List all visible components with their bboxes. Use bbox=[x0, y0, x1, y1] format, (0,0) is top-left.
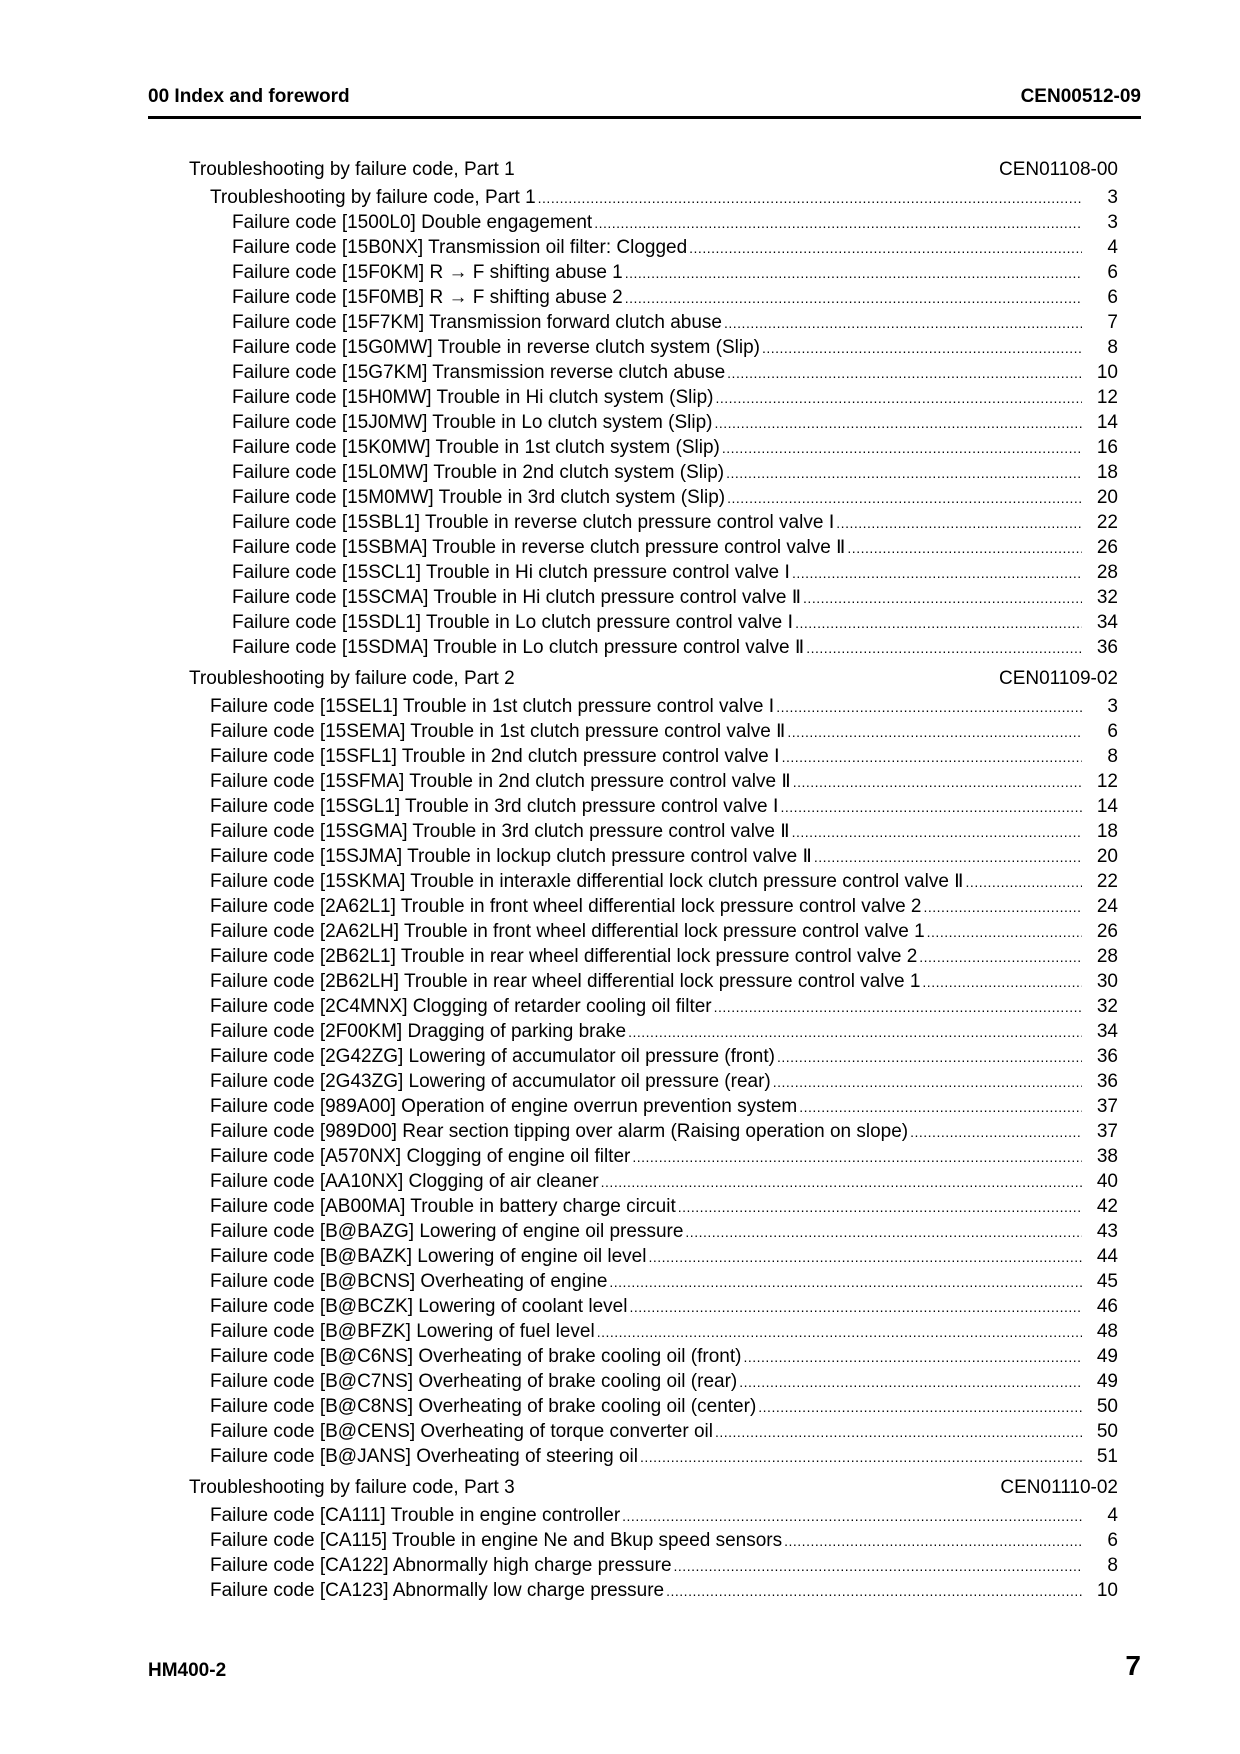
toc-entry-page: 14 bbox=[1096, 796, 1118, 817]
toc-entry-title: Failure code [CA115] Trouble in engine Ne and Bkup speed sensors bbox=[210, 1530, 783, 1551]
toc-entry[interactable] bbox=[148, 360, 1141, 385]
dot-leader bbox=[632, 1144, 1082, 1170]
toc-entry-title: Failure code [B@BCZK] Lowering of coolant level bbox=[210, 1296, 628, 1317]
toc-entry-title: Failure code [989D00] Rear section tipping over alarm (Raising operation on slope) bbox=[210, 1121, 909, 1142]
toc-entry-page: 30 bbox=[1096, 971, 1118, 992]
toc-entry-title: Failure code [B@JANS] Overheating of steering oil bbox=[210, 1446, 638, 1467]
toc-entry-page: 49 bbox=[1096, 1346, 1118, 1367]
toc-entry-title: Failure code [2C4MNX] Clogging of retarder cooling oil filter bbox=[210, 996, 712, 1017]
toc-entry-title: Failure code [15SDMA] Trouble in Lo clutch pressure control valve Ⅱ bbox=[232, 637, 805, 658]
toc-entry-title: Failure code [2B62L1] Trouble in rear wheel differential lock pressure control valve 2 bbox=[210, 946, 918, 967]
toc-entry-title: Failure code [2F00KM] Dragging of parking brake bbox=[210, 1021, 627, 1042]
toc-entry[interactable] bbox=[148, 944, 1141, 969]
toc-entry[interactable] bbox=[148, 1419, 1141, 1444]
dot-leader bbox=[792, 819, 1082, 845]
toc-entry-title: Failure code [15SFL1] Trouble in 2nd clutch pressure control valve Ⅰ bbox=[210, 746, 780, 767]
toc-entry[interactable] bbox=[148, 819, 1141, 844]
toc-entry-page: 46 bbox=[1096, 1296, 1118, 1317]
toc-entry-title: Failure code [15G7KM] Transmission reverse clutch abuse bbox=[232, 362, 726, 383]
dot-leader bbox=[776, 694, 1082, 720]
toc-entry-page: 22 bbox=[1096, 871, 1118, 892]
toc-entry-title: Failure code [15SCMA] Trouble in Hi clutch pressure control valve Ⅱ bbox=[232, 587, 802, 608]
toc-entry[interactable] bbox=[148, 1344, 1141, 1369]
toc-entry[interactable] bbox=[148, 635, 1141, 660]
dot-leader bbox=[685, 1219, 1082, 1245]
dot-leader bbox=[629, 1294, 1082, 1320]
dot-leader bbox=[777, 1044, 1082, 1070]
toc-entry-title: Failure code [15F0MB] R → F shifting abuse 2 bbox=[232, 287, 623, 308]
toc-entry[interactable] bbox=[148, 1503, 1141, 1528]
toc-entry-page: 42 bbox=[1096, 1196, 1118, 1217]
toc-entry[interactable] bbox=[148, 435, 1141, 460]
footer-page-number: 7 bbox=[1125, 1650, 1141, 1681]
toc-entry[interactable] bbox=[148, 844, 1141, 869]
toc-entry[interactable] bbox=[148, 560, 1141, 585]
section-document-code: CEN01108-00 bbox=[998, 159, 1118, 180]
toc-section-heading[interactable] bbox=[148, 1473, 1141, 1503]
toc-entry-page: 3 bbox=[1107, 187, 1118, 208]
dot-leader bbox=[666, 1578, 1082, 1604]
toc-entry[interactable] bbox=[148, 1044, 1141, 1069]
toc-entry[interactable] bbox=[148, 1219, 1141, 1244]
toc-entry-page: 36 bbox=[1096, 1046, 1118, 1067]
toc-entry-page: 26 bbox=[1096, 921, 1118, 942]
dot-leader bbox=[793, 769, 1082, 795]
dot-leader bbox=[727, 485, 1082, 511]
toc-entry-page: 45 bbox=[1096, 1271, 1118, 1292]
toc-entry-title: Failure code [AB00MA] Trouble in battery charge circuit bbox=[210, 1196, 676, 1217]
toc-entry[interactable] bbox=[148, 1319, 1141, 1344]
toc-entry[interactable] bbox=[148, 1528, 1141, 1553]
toc-entry-title: Failure code [15SGL1] Trouble in 3rd clutch pressure control valve Ⅰ bbox=[210, 796, 779, 817]
toc-entry[interactable] bbox=[148, 1553, 1141, 1578]
toc-entry[interactable] bbox=[148, 1094, 1141, 1119]
toc-entry-page: 24 bbox=[1096, 896, 1118, 917]
section-title: Troubleshooting by failure code, Part 1 bbox=[189, 159, 515, 180]
toc-entry-page: 28 bbox=[1096, 562, 1118, 583]
toc-entry-title: Failure code [B@BAZG] Lowering of engine oil pressure bbox=[210, 1221, 684, 1242]
dot-leader bbox=[784, 1528, 1082, 1554]
dot-leader bbox=[689, 235, 1082, 261]
toc-entry[interactable] bbox=[148, 1269, 1141, 1294]
toc-entry-title: Failure code [15SGMA] Trouble in 3rd clutch pressure control valve Ⅱ bbox=[210, 821, 790, 842]
toc-entry[interactable] bbox=[148, 1444, 1141, 1469]
toc-entry-page: 48 bbox=[1096, 1321, 1118, 1342]
toc-entry[interactable] bbox=[148, 1119, 1141, 1144]
toc-entry-title: Failure code [2G43ZG] Lowering of accumulator oil pressure (rear) bbox=[210, 1071, 771, 1092]
dot-leader bbox=[799, 1094, 1082, 1120]
dot-leader bbox=[724, 310, 1082, 336]
toc-entry[interactable] bbox=[148, 1019, 1141, 1044]
toc-entry-title: Failure code [1500L0] Double engagement bbox=[232, 212, 593, 233]
toc-entry[interactable] bbox=[148, 1069, 1141, 1094]
toc-entry-page: 32 bbox=[1096, 996, 1118, 1017]
dot-leader bbox=[715, 1419, 1082, 1445]
toc-entry-title: Failure code [B@BFZK] Lowering of fuel level bbox=[210, 1321, 595, 1342]
toc-entry[interactable] bbox=[148, 460, 1141, 485]
toc-entry-page: 6 bbox=[1107, 1530, 1118, 1551]
toc-entry[interactable] bbox=[148, 610, 1141, 635]
toc-entry[interactable] bbox=[148, 794, 1141, 819]
toc-entry-page: 43 bbox=[1096, 1221, 1118, 1242]
toc-entry-title: Failure code [15SBL1] Trouble in reverse clutch pressure control valve Ⅰ bbox=[232, 512, 835, 533]
dot-leader bbox=[727, 360, 1082, 386]
table-of-contents bbox=[148, 155, 1141, 1607]
section-title: Troubleshooting by failure code, Part 2 bbox=[189, 668, 515, 689]
toc-entry-page: 22 bbox=[1096, 512, 1118, 533]
toc-entry[interactable] bbox=[148, 919, 1141, 944]
dot-leader bbox=[847, 535, 1082, 561]
toc-entry-title: Failure code [CA111] Trouble in engine controller bbox=[210, 1505, 621, 1526]
toc-entry-title: Troubleshooting by failure code, Part 1 bbox=[210, 187, 536, 208]
dot-leader bbox=[782, 744, 1082, 770]
toc-entry-title: Failure code [989A00] Operation of engine overrun prevention system bbox=[210, 1096, 798, 1117]
toc-entry[interactable] bbox=[148, 1144, 1141, 1169]
dot-leader bbox=[836, 510, 1082, 536]
dot-leader bbox=[726, 460, 1082, 486]
toc-entry-page: 10 bbox=[1096, 1580, 1118, 1601]
toc-entry-title: Failure code [15SKMA] Trouble in interaxle differential lock clutch pressure control valve Ⅱ bbox=[210, 871, 964, 892]
toc-entry-page: 6 bbox=[1107, 262, 1118, 283]
dot-leader bbox=[722, 435, 1082, 461]
toc-entry[interactable] bbox=[148, 510, 1141, 535]
toc-entry-title: Failure code [B@BCNS] Overheating of engine bbox=[210, 1271, 608, 1292]
toc-entry[interactable] bbox=[148, 185, 1141, 210]
toc-entry[interactable] bbox=[148, 285, 1141, 310]
toc-entry-page: 50 bbox=[1096, 1396, 1118, 1417]
toc-entry[interactable] bbox=[148, 994, 1141, 1019]
toc-entry-page: 6 bbox=[1107, 721, 1118, 742]
header-divider bbox=[148, 116, 1141, 119]
toc-entry-page: 40 bbox=[1096, 1171, 1118, 1192]
toc-entry-page: 44 bbox=[1096, 1246, 1118, 1267]
dot-leader bbox=[622, 1503, 1082, 1529]
toc-entry-title: Failure code [2G42ZG] Lowering of accumulator oil pressure (front) bbox=[210, 1046, 775, 1067]
toc-entry-page: 34 bbox=[1096, 612, 1118, 633]
toc-entry-page: 37 bbox=[1096, 1121, 1118, 1142]
dot-leader bbox=[714, 994, 1082, 1020]
toc-entry-page: 4 bbox=[1107, 237, 1118, 258]
dot-leader bbox=[609, 1269, 1082, 1295]
toc-entry-title: Failure code [15SBMA] Trouble in reverse clutch pressure control valve Ⅱ bbox=[232, 537, 846, 558]
header-section-title: 00 Index and foreword bbox=[148, 86, 350, 107]
toc-entry-title: Failure code [15SEMA] Trouble in 1st clutch pressure control valve Ⅱ bbox=[210, 721, 786, 742]
toc-entry-page: 38 bbox=[1096, 1146, 1118, 1167]
toc-entry-title: Failure code [B@CENS] Overheating of torque converter oil bbox=[210, 1421, 713, 1442]
toc-entry-title: Failure code [2A62LH] Trouble in front wheel differential lock pressure control valve 1 bbox=[210, 921, 925, 942]
toc-entry-title: Failure code [B@C8NS] Overheating of brake cooling oil (center) bbox=[210, 1396, 757, 1417]
toc-entry[interactable] bbox=[148, 310, 1141, 335]
toc-entry-title: Failure code [15F7KM] Transmission forward clutch abuse bbox=[232, 312, 722, 333]
toc-entry[interactable] bbox=[148, 1294, 1141, 1319]
toc-entry-page: 8 bbox=[1107, 746, 1118, 767]
toc-entry-title: Failure code [15J0MW] Trouble in Lo clutch system (Slip) bbox=[232, 412, 713, 433]
toc-entry-page: 18 bbox=[1096, 821, 1118, 842]
section-title: Troubleshooting by failure code, Part 3 bbox=[189, 1477, 515, 1498]
toc-entry-page: 12 bbox=[1096, 387, 1118, 408]
toc-entry-title: Failure code [15B0NX] Transmission oil filter: Clogged bbox=[232, 237, 688, 258]
toc-entry-title: Failure code [15SDL1] Trouble in Lo clutch pressure control valve Ⅰ bbox=[232, 612, 794, 633]
toc-entry-title: Failure code [2B62LH] Trouble in rear wheel differential lock pressure control valve 1 bbox=[210, 971, 921, 992]
dot-leader bbox=[743, 1344, 1082, 1370]
toc-entry-title: Failure code [15H0MW] Trouble in Hi clutch system (Slip) bbox=[232, 387, 714, 408]
toc-entry-page: 14 bbox=[1096, 412, 1118, 433]
toc-entry[interactable] bbox=[148, 385, 1141, 410]
header-document-code: CEN00512-09 bbox=[1020, 86, 1141, 107]
toc-entry-page: 20 bbox=[1096, 487, 1118, 508]
toc-entry-page: 28 bbox=[1096, 946, 1118, 967]
toc-entry-title: Failure code [15SJMA] Trouble in lockup clutch pressure control valve Ⅱ bbox=[210, 846, 812, 867]
toc-entry-page: 32 bbox=[1096, 587, 1118, 608]
dot-leader bbox=[795, 610, 1082, 636]
toc-entry[interactable] bbox=[148, 235, 1141, 260]
toc-entry[interactable] bbox=[148, 744, 1141, 769]
toc-entry-page: 20 bbox=[1096, 846, 1118, 867]
toc-entry-title: Failure code [B@C6NS] Overheating of brake cooling oil (front) bbox=[210, 1346, 742, 1367]
toc-entry-title: Failure code [15M0MW] Trouble in 3rd clutch system (Slip) bbox=[232, 487, 726, 508]
section-document-code: CEN01109-02 bbox=[998, 668, 1118, 689]
dot-leader bbox=[625, 285, 1082, 311]
toc-entry[interactable] bbox=[148, 585, 1141, 610]
toc-entry-page: 3 bbox=[1107, 212, 1118, 233]
dot-leader bbox=[806, 635, 1082, 661]
toc-entry[interactable] bbox=[148, 410, 1141, 435]
dot-leader bbox=[803, 585, 1082, 611]
dot-leader bbox=[927, 919, 1082, 945]
toc-entry[interactable] bbox=[148, 969, 1141, 994]
toc-entry-title: Failure code [CA123] Abnormally low charge pressure bbox=[210, 1580, 665, 1601]
toc-entry[interactable] bbox=[148, 1169, 1141, 1194]
toc-entry-page: 37 bbox=[1096, 1096, 1118, 1117]
toc-entry-title: Failure code [15K0MW] Trouble in 1st clutch system (Slip) bbox=[232, 437, 720, 458]
dot-leader bbox=[787, 719, 1082, 745]
toc-entry[interactable] bbox=[148, 1369, 1141, 1394]
toc-entry[interactable] bbox=[148, 210, 1141, 235]
toc-entry[interactable] bbox=[148, 694, 1141, 719]
toc-entry-title: Failure code [CA122] Abnormally high charge pressure bbox=[210, 1555, 672, 1576]
dot-leader bbox=[628, 1019, 1082, 1045]
toc-entry-page: 4 bbox=[1107, 1505, 1118, 1526]
dot-leader bbox=[674, 1553, 1082, 1579]
toc-entry-title: Failure code [A570NX] Clogging of engine oil filter bbox=[210, 1146, 631, 1167]
dot-leader bbox=[966, 869, 1082, 895]
toc-entry[interactable] bbox=[148, 485, 1141, 510]
toc-entry-title: Failure code [15G0MW] Trouble in reverse clutch system (Slip) bbox=[232, 337, 760, 358]
dot-leader bbox=[781, 794, 1082, 820]
dot-leader bbox=[648, 1244, 1082, 1270]
dot-leader bbox=[601, 1169, 1082, 1195]
toc-entry-page: 8 bbox=[1107, 337, 1118, 358]
section-document-code: CEN01110-02 bbox=[1000, 1477, 1118, 1498]
toc-entry-page: 49 bbox=[1096, 1371, 1118, 1392]
dot-leader bbox=[910, 1119, 1082, 1145]
page-header bbox=[148, 78, 1141, 108]
dot-leader bbox=[924, 894, 1083, 920]
dot-leader bbox=[739, 1369, 1082, 1395]
toc-section-heading[interactable] bbox=[148, 664, 1141, 694]
toc-entry-title: Failure code [15SCL1] Trouble in Hi clutch pressure control valve Ⅰ bbox=[232, 562, 790, 583]
toc-entry[interactable] bbox=[148, 260, 1141, 285]
toc-entry-title: Failure code [AA10NX] Clogging of air cleaner bbox=[210, 1171, 599, 1192]
dot-leader bbox=[758, 1394, 1082, 1420]
toc-entry[interactable] bbox=[148, 769, 1141, 794]
dot-leader bbox=[773, 1069, 1082, 1095]
toc-entry-page: 26 bbox=[1096, 537, 1118, 558]
toc-entry-page: 36 bbox=[1096, 637, 1118, 658]
toc-entry[interactable] bbox=[148, 1578, 1141, 1603]
toc-entry-page: 50 bbox=[1096, 1421, 1118, 1442]
toc-entry-title: Failure code [B@BAZK] Lowering of engine oil level bbox=[210, 1246, 647, 1267]
footer-model: HM400-2 bbox=[148, 1660, 227, 1681]
dot-leader bbox=[716, 385, 1083, 411]
toc-entry-page: 16 bbox=[1096, 437, 1118, 458]
toc-entry-page: 8 bbox=[1107, 1555, 1118, 1576]
dot-leader bbox=[792, 560, 1082, 586]
dot-leader bbox=[814, 844, 1082, 870]
toc-entry[interactable] bbox=[148, 869, 1141, 894]
toc-entry[interactable] bbox=[148, 1244, 1141, 1269]
toc-entry-page: 7 bbox=[1107, 312, 1118, 333]
toc-entry[interactable] bbox=[148, 535, 1141, 560]
dot-leader bbox=[678, 1194, 1082, 1220]
toc-entry-title: Failure code [15F0KM] R → F shifting abuse 1 bbox=[232, 262, 623, 283]
toc-entry-page: 12 bbox=[1096, 771, 1118, 792]
toc-section-heading[interactable] bbox=[148, 155, 1141, 185]
toc-entry-page: 34 bbox=[1096, 1021, 1118, 1042]
toc-entry[interactable] bbox=[148, 335, 1141, 360]
toc-entry-title: Failure code [B@C7NS] Overheating of brake cooling oil (rear) bbox=[210, 1371, 738, 1392]
toc-entry-title: Failure code [15SEL1] Trouble in 1st clutch pressure control valve Ⅰ bbox=[210, 696, 775, 717]
toc-entry-page: 36 bbox=[1096, 1071, 1118, 1092]
dot-leader bbox=[919, 944, 1082, 970]
toc-entry-page: 51 bbox=[1096, 1446, 1118, 1467]
dot-leader bbox=[538, 185, 1082, 211]
toc-entry-page: 10 bbox=[1096, 362, 1118, 383]
dot-leader bbox=[922, 969, 1082, 995]
toc-entry-page: 3 bbox=[1107, 696, 1118, 717]
toc-entry-page: 6 bbox=[1107, 287, 1118, 308]
toc-entry[interactable] bbox=[148, 894, 1141, 919]
toc-entry-page: 18 bbox=[1096, 462, 1118, 483]
dot-leader bbox=[625, 260, 1082, 286]
toc-entry[interactable] bbox=[148, 719, 1141, 744]
dot-leader bbox=[714, 410, 1082, 436]
toc-entry[interactable] bbox=[148, 1194, 1141, 1219]
toc-entry-title: Failure code [15SFMA] Trouble in 2nd clutch pressure control valve Ⅱ bbox=[210, 771, 791, 792]
toc-entry-title: Failure code [2A62L1] Trouble in front wheel differential lock pressure control valve 2 bbox=[210, 896, 922, 917]
dot-leader bbox=[762, 335, 1082, 361]
dot-leader bbox=[594, 210, 1082, 236]
toc-entry[interactable] bbox=[148, 1394, 1141, 1419]
dot-leader bbox=[597, 1319, 1082, 1345]
toc-entry-title: Failure code [15L0MW] Trouble in 2nd clutch system (Slip) bbox=[232, 462, 725, 483]
dot-leader bbox=[640, 1444, 1082, 1470]
